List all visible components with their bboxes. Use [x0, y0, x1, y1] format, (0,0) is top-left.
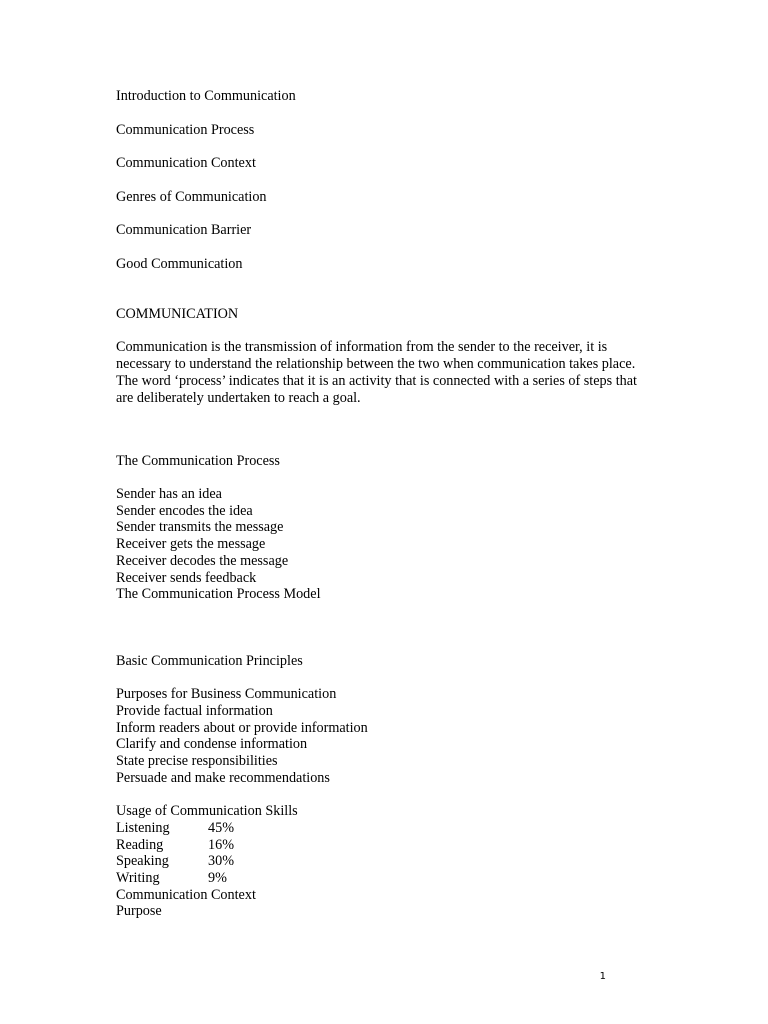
- skill-value: 30%: [208, 853, 235, 870]
- list-item: Purposes for Business Communication: [116, 686, 337, 703]
- list-item: Sender transmits the message: [116, 519, 284, 536]
- skill-label: Writing: [116, 870, 160, 887]
- skill-label: Speaking: [116, 853, 169, 870]
- skill-value: 45%: [208, 819, 235, 836]
- section-basic-principles: [116, 653, 656, 787]
- section-heading: Basic Communication Principles: [116, 652, 303, 669]
- skill-label: Reading: [116, 836, 164, 853]
- skill-row: [116, 853, 656, 870]
- list-item: Receiver sends feedback: [116, 569, 257, 586]
- section-heading: The Communication Process: [116, 452, 280, 469]
- toc-item: Communication Process: [116, 121, 255, 138]
- toc-item: Introduction to Communication: [116, 88, 296, 104]
- list-item: The Communication Process Model: [116, 586, 321, 603]
- toc-item: Communication Context: [116, 155, 256, 171]
- list-item: Purpose: [116, 903, 162, 920]
- list-item: Provide factual information: [116, 703, 273, 720]
- page-number: [0, 971, 606, 982]
- list-item: Receiver decodes the message: [116, 552, 289, 569]
- list-item: Inform readers about or provide information: [116, 719, 368, 736]
- list-item: Receiver gets the message: [116, 536, 266, 553]
- list-item: Communication Context: [116, 886, 256, 903]
- section-communication-process: [116, 453, 656, 603]
- document-page: [116, 88, 656, 920]
- section-heading: Usage of Communication Skills: [116, 803, 298, 820]
- skill-value: 9%: [208, 870, 227, 887]
- toc-item: Genres of Communication: [116, 188, 267, 205]
- list-item: Clarify and condense information: [116, 736, 308, 753]
- body-paragraph: Communication is the transmission of information from the sender to the receiver, it is necessary to understand the relationship between the two when communication takes place. The word ‘process’ indicates that it is an activity that is connected with a series of steps that are deliberately undertaken to reach a goal.: [116, 338, 637, 406]
- skill-value: 16%: [208, 836, 235, 853]
- section-communication: [116, 306, 656, 407]
- list-item: Sender has an idea: [116, 486, 222, 502]
- list-item: Persuade and make recommendations: [116, 769, 330, 786]
- section-heading: COMMUNICATION: [116, 305, 239, 322]
- page-number-text: 1: [599, 971, 606, 982]
- toc-item: Good Communication: [116, 255, 243, 272]
- skill-row: [116, 820, 656, 837]
- table-of-contents: [116, 88, 656, 272]
- list-item: Sender encodes the idea: [116, 502, 253, 519]
- toc-item: Communication Barrier: [116, 222, 252, 238]
- list-item: State precise responsibilities: [116, 753, 278, 770]
- skill-label: Listening: [116, 819, 170, 836]
- section-skills-usage: [116, 803, 656, 920]
- skill-row: [116, 870, 656, 887]
- skill-row: [116, 837, 656, 854]
